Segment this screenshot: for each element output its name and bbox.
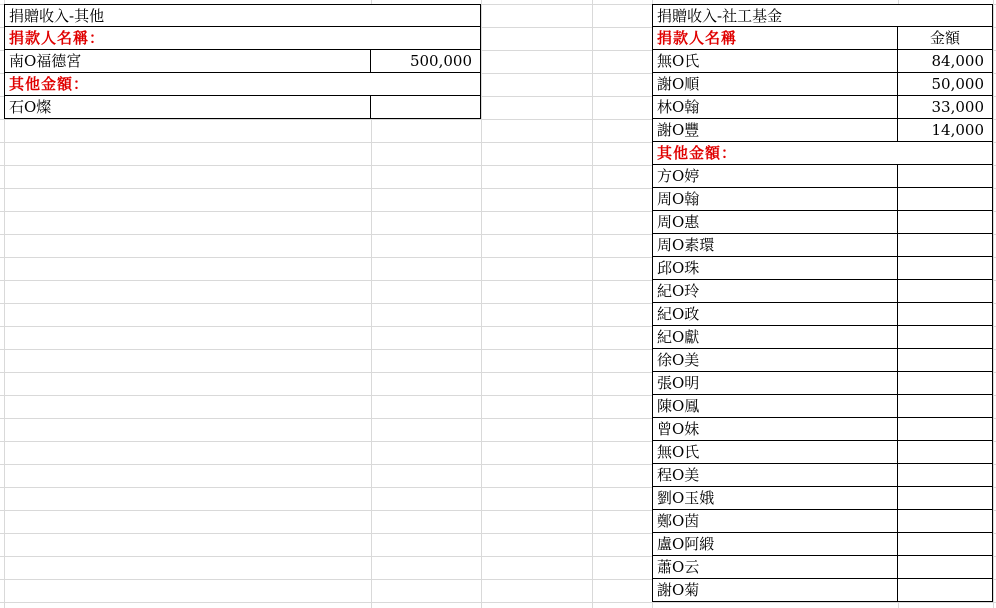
right-other-name[interactable]: 徐O美 (652, 349, 898, 372)
right-other-amount[interactable] (898, 303, 993, 326)
right-other-amount[interactable] (898, 188, 993, 211)
right-donor-name[interactable]: 林O翰 (652, 96, 898, 119)
left-other-amount[interactable] (371, 96, 481, 119)
right-other-amount[interactable] (898, 395, 993, 418)
right-other-amount[interactable] (898, 349, 993, 372)
right-other-name[interactable]: 方O婷 (652, 165, 898, 188)
left-table-title[interactable]: 捐贈收入-其他 (4, 4, 481, 27)
gridline-horizontal (0, 602, 996, 603)
right-donor-name[interactable]: 謝O順 (652, 73, 898, 96)
right-other-name[interactable]: 紀O獻 (652, 326, 898, 349)
right-other-amount[interactable] (898, 418, 993, 441)
right-other-amount[interactable] (898, 487, 993, 510)
gridline-vertical (993, 0, 994, 608)
right-other-amount[interactable] (898, 464, 993, 487)
left-donor-name[interactable]: 南O福德宮 (4, 50, 371, 73)
right-other-name[interactable]: 張O明 (652, 372, 898, 395)
right-other-amount[interactable] (898, 234, 993, 257)
right-other-name[interactable]: 盧O阿緞 (652, 533, 898, 556)
right-other-name[interactable]: 曾O妹 (652, 418, 898, 441)
right-other-amount[interactable] (898, 510, 993, 533)
left-donor-header[interactable]: 捐款人名稱： (4, 27, 481, 50)
right-other-amount[interactable] (898, 165, 993, 188)
right-table-title[interactable]: 捐贈收入-社工基金 (652, 4, 993, 27)
right-other-name[interactable]: 蕭O云 (652, 556, 898, 579)
right-donor-name[interactable]: 無O氏 (652, 50, 898, 73)
right-donor-header[interactable]: 捐款人名稱 (652, 27, 898, 50)
right-other-name[interactable]: 程O美 (652, 464, 898, 487)
right-other-name[interactable]: 無O氏 (652, 441, 898, 464)
right-other-name[interactable]: 紀O政 (652, 303, 898, 326)
gridline-vertical (592, 0, 593, 608)
right-other-amount[interactable] (898, 533, 993, 556)
right-other-amount[interactable] (898, 211, 993, 234)
right-donor-name[interactable]: 謝O豐 (652, 119, 898, 142)
right-donor-amount[interactable]: 84,000 (898, 50, 993, 73)
left-other-name[interactable]: 石O燦 (4, 96, 371, 119)
right-other-header[interactable]: 其他金額： (652, 142, 993, 165)
right-other-name[interactable]: 謝O菊 (652, 579, 898, 602)
right-other-amount[interactable] (898, 326, 993, 349)
right-other-name[interactable]: 劉O玉娥 (652, 487, 898, 510)
right-other-name[interactable]: 陳O鳳 (652, 395, 898, 418)
right-amount-header[interactable]: 金額 (898, 27, 993, 50)
gridline-vertical (481, 0, 482, 608)
right-other-amount[interactable] (898, 441, 993, 464)
left-other-header[interactable]: 其他金額： (4, 73, 481, 96)
right-donor-amount[interactable]: 14,000 (898, 119, 993, 142)
right-other-amount[interactable] (898, 257, 993, 280)
left-donor-amount[interactable]: 500,000 (371, 50, 481, 73)
right-other-name[interactable]: 周O素環 (652, 234, 898, 257)
right-other-amount[interactable] (898, 280, 993, 303)
right-other-amount[interactable] (898, 372, 993, 395)
right-donor-amount[interactable]: 50,000 (898, 73, 993, 96)
right-other-amount[interactable] (898, 556, 993, 579)
right-other-name[interactable]: 鄭O茵 (652, 510, 898, 533)
right-other-amount[interactable] (898, 579, 993, 602)
right-other-name[interactable]: 周O惠 (652, 211, 898, 234)
right-other-name[interactable]: 周O翰 (652, 188, 898, 211)
right-other-name[interactable]: 邱O珠 (652, 257, 898, 280)
right-donor-amount[interactable]: 33,000 (898, 96, 993, 119)
right-other-name[interactable]: 紀O玲 (652, 280, 898, 303)
